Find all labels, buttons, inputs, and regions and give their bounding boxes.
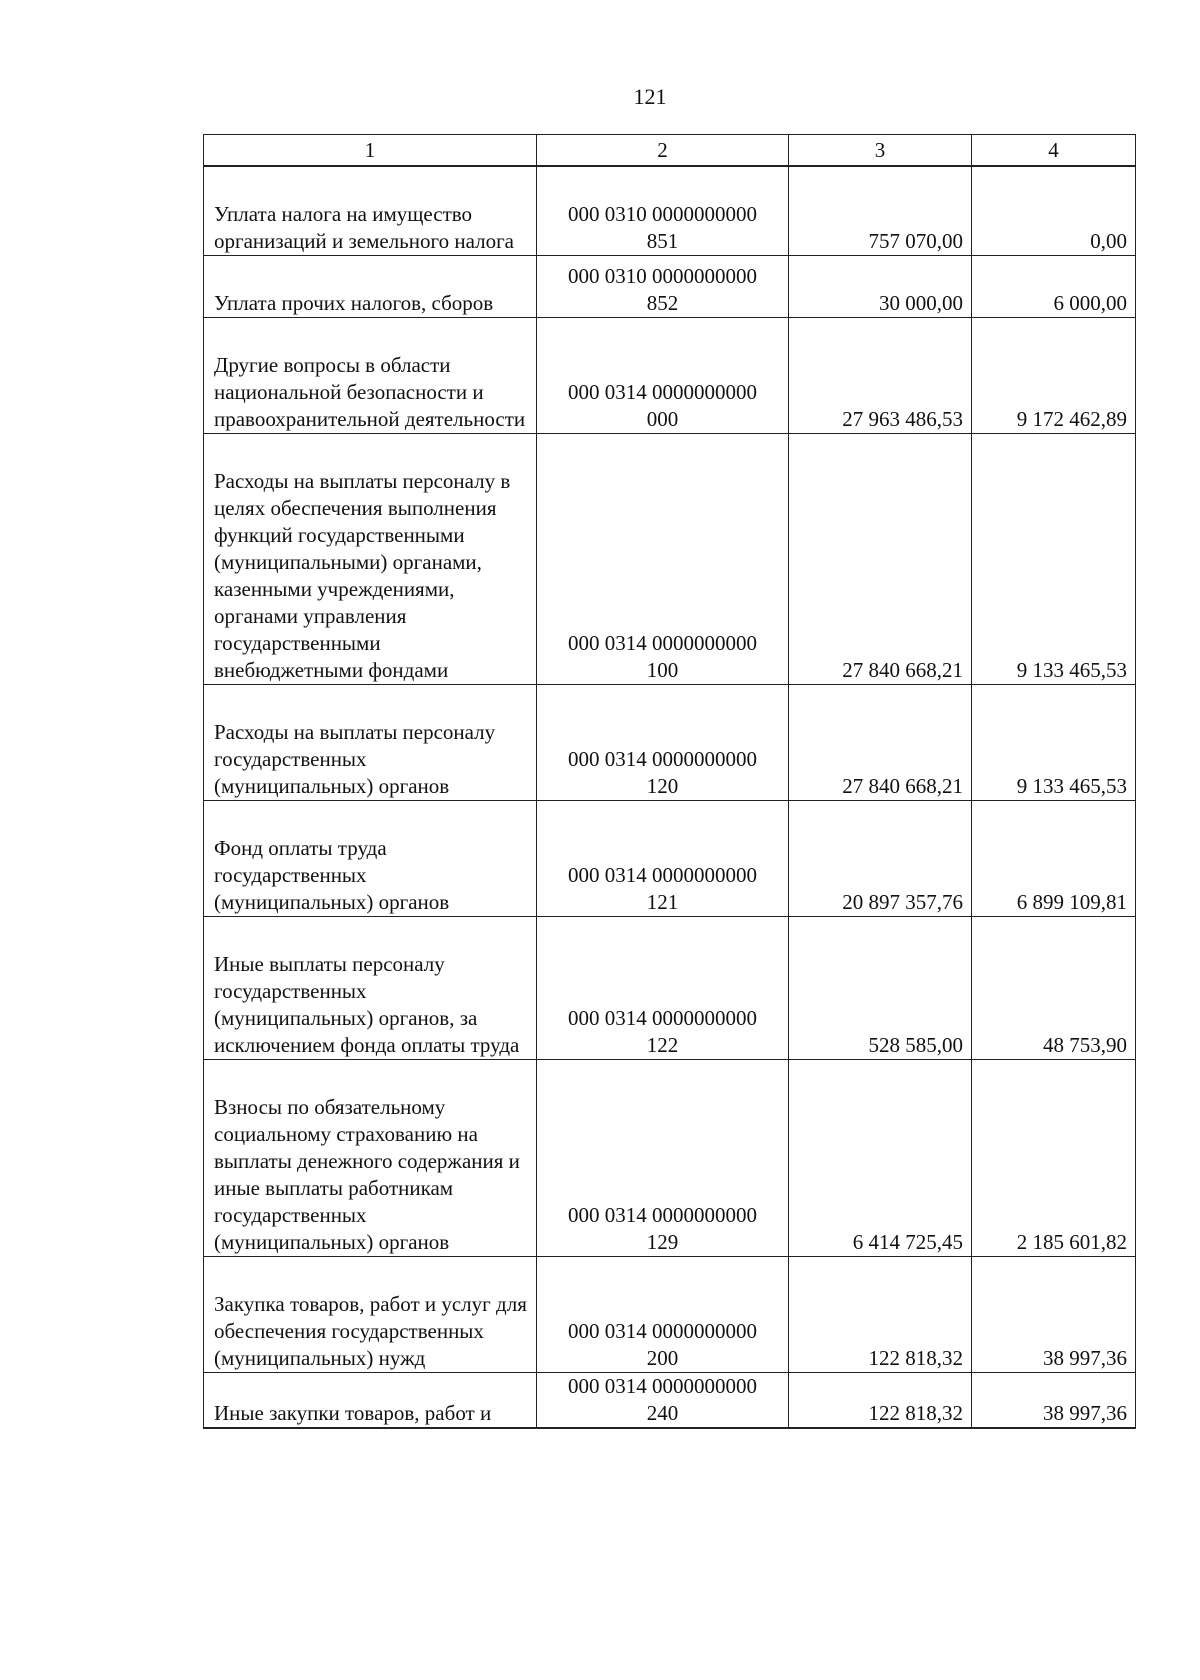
code-line-2: 852 (646, 291, 679, 315)
row-value-3: 528 585,00 (789, 917, 972, 1060)
table-row (204, 685, 1136, 801)
row-code (537, 1257, 789, 1373)
code-line-1: 000 0314 0000000000 (568, 747, 757, 771)
row-value-4: 38 997,36 (972, 1257, 1136, 1373)
table-row (204, 1373, 1136, 1429)
row-name: Иные закупки товаров, работ и (204, 1373, 537, 1429)
row-value-3: 27 963 486,53 (789, 318, 972, 434)
row-value-4: 9 172 462,89 (972, 318, 1136, 434)
row-value-4: 0,00 (972, 166, 1136, 256)
row-value-3: 27 840 668,21 (789, 685, 972, 801)
table-row (204, 256, 1136, 318)
code-line-2: 100 (646, 658, 679, 682)
table-row (204, 434, 1136, 685)
row-code (537, 801, 789, 917)
code-line-2: 120 (646, 774, 679, 798)
table-row (204, 801, 1136, 917)
row-code (537, 318, 789, 434)
column-header-2: 2 (537, 135, 789, 167)
row-code (537, 1373, 789, 1429)
row-value-4: 9 133 465,53 (972, 434, 1136, 685)
budget-table (203, 134, 1136, 1429)
row-name: Иные выплаты персоналу государственных (муниципальных) органов, за исключением фонда оплаты труда (204, 917, 537, 1060)
table-row (204, 1257, 1136, 1373)
code-line-1: 000 0314 0000000000 (568, 863, 757, 887)
row-code (537, 256, 789, 318)
code-line-1: 000 0310 0000000000 (568, 264, 757, 288)
row-value-4: 9 133 465,53 (972, 685, 1136, 801)
code-line-1: 000 0314 0000000000 (568, 1203, 757, 1227)
column-header-4: 4 (972, 135, 1136, 167)
code-line-1: 000 0314 0000000000 (568, 631, 757, 655)
row-value-4: 48 753,90 (972, 917, 1136, 1060)
row-name: Взносы по обязательному социальному страхованию на выплаты денежного содержания и иные выплаты работникам государственных (муниципальных) органов (204, 1060, 537, 1257)
row-name: Другие вопросы в области национальной безопасности и правоохранительной деятельности (204, 318, 537, 434)
row-value-4: 2 185 601,82 (972, 1060, 1136, 1257)
code-line-2: 000 (646, 407, 679, 431)
code-line-1: 000 0314 0000000000 (568, 380, 757, 404)
code-line-1: 000 0314 0000000000 (568, 1374, 757, 1398)
column-header-1: 1 (204, 135, 537, 167)
row-value-3: 6 414 725,45 (789, 1060, 972, 1257)
table-header-row (204, 135, 1136, 167)
row-value-3: 122 818,32 (789, 1373, 972, 1429)
row-name: Уплата прочих налогов, сборов (204, 256, 537, 318)
row-code (537, 434, 789, 685)
row-value-4: 6 899 109,81 (972, 801, 1136, 917)
row-code (537, 917, 789, 1060)
row-name: Закупка товаров, работ и услуг для обеспечения государственных (муниципальных) нужд (204, 1257, 537, 1373)
row-code (537, 166, 789, 256)
page-number: 121 (633, 84, 667, 109)
row-value-4: 38 997,36 (972, 1373, 1136, 1429)
row-value-3: 30 000,00 (789, 256, 972, 318)
row-code (537, 1060, 789, 1257)
code-line-2: 129 (646, 1230, 679, 1254)
row-value-3: 27 840 668,21 (789, 434, 972, 685)
table-row (204, 1060, 1136, 1257)
column-header-3: 3 (789, 135, 972, 167)
code-line-2: 122 (646, 1033, 679, 1057)
row-name: Фонд оплаты труда государственных (муниципальных) органов (204, 801, 537, 917)
table-row (204, 318, 1136, 434)
code-line-2: 240 (646, 1401, 679, 1425)
table-row (204, 917, 1136, 1060)
row-value-3: 757 070,00 (789, 166, 972, 256)
code-line-2: 200 (646, 1346, 679, 1370)
code-line-1: 000 0314 0000000000 (568, 1006, 757, 1030)
row-name: Уплата налога на имущество организаций и земельного налога (204, 166, 537, 256)
row-name: Расходы на выплаты персоналу в целях обеспечения выполнения функций государственными (муниципальными) органами, казенными учреждениями, органами управления государственными внебюджетными фондами (204, 434, 537, 685)
code-line-2: 851 (646, 229, 679, 253)
row-value-3: 122 818,32 (789, 1257, 972, 1373)
row-code (537, 685, 789, 801)
row-value-3: 20 897 357,76 (789, 801, 972, 917)
code-line-1: 000 0310 0000000000 (568, 202, 757, 226)
row-name: Расходы на выплаты персоналу государственных (муниципальных) органов (204, 685, 537, 801)
code-line-1: 000 0314 0000000000 (568, 1319, 757, 1343)
row-value-4: 6 000,00 (972, 256, 1136, 318)
table-row (204, 166, 1136, 256)
code-line-2: 121 (646, 890, 679, 914)
